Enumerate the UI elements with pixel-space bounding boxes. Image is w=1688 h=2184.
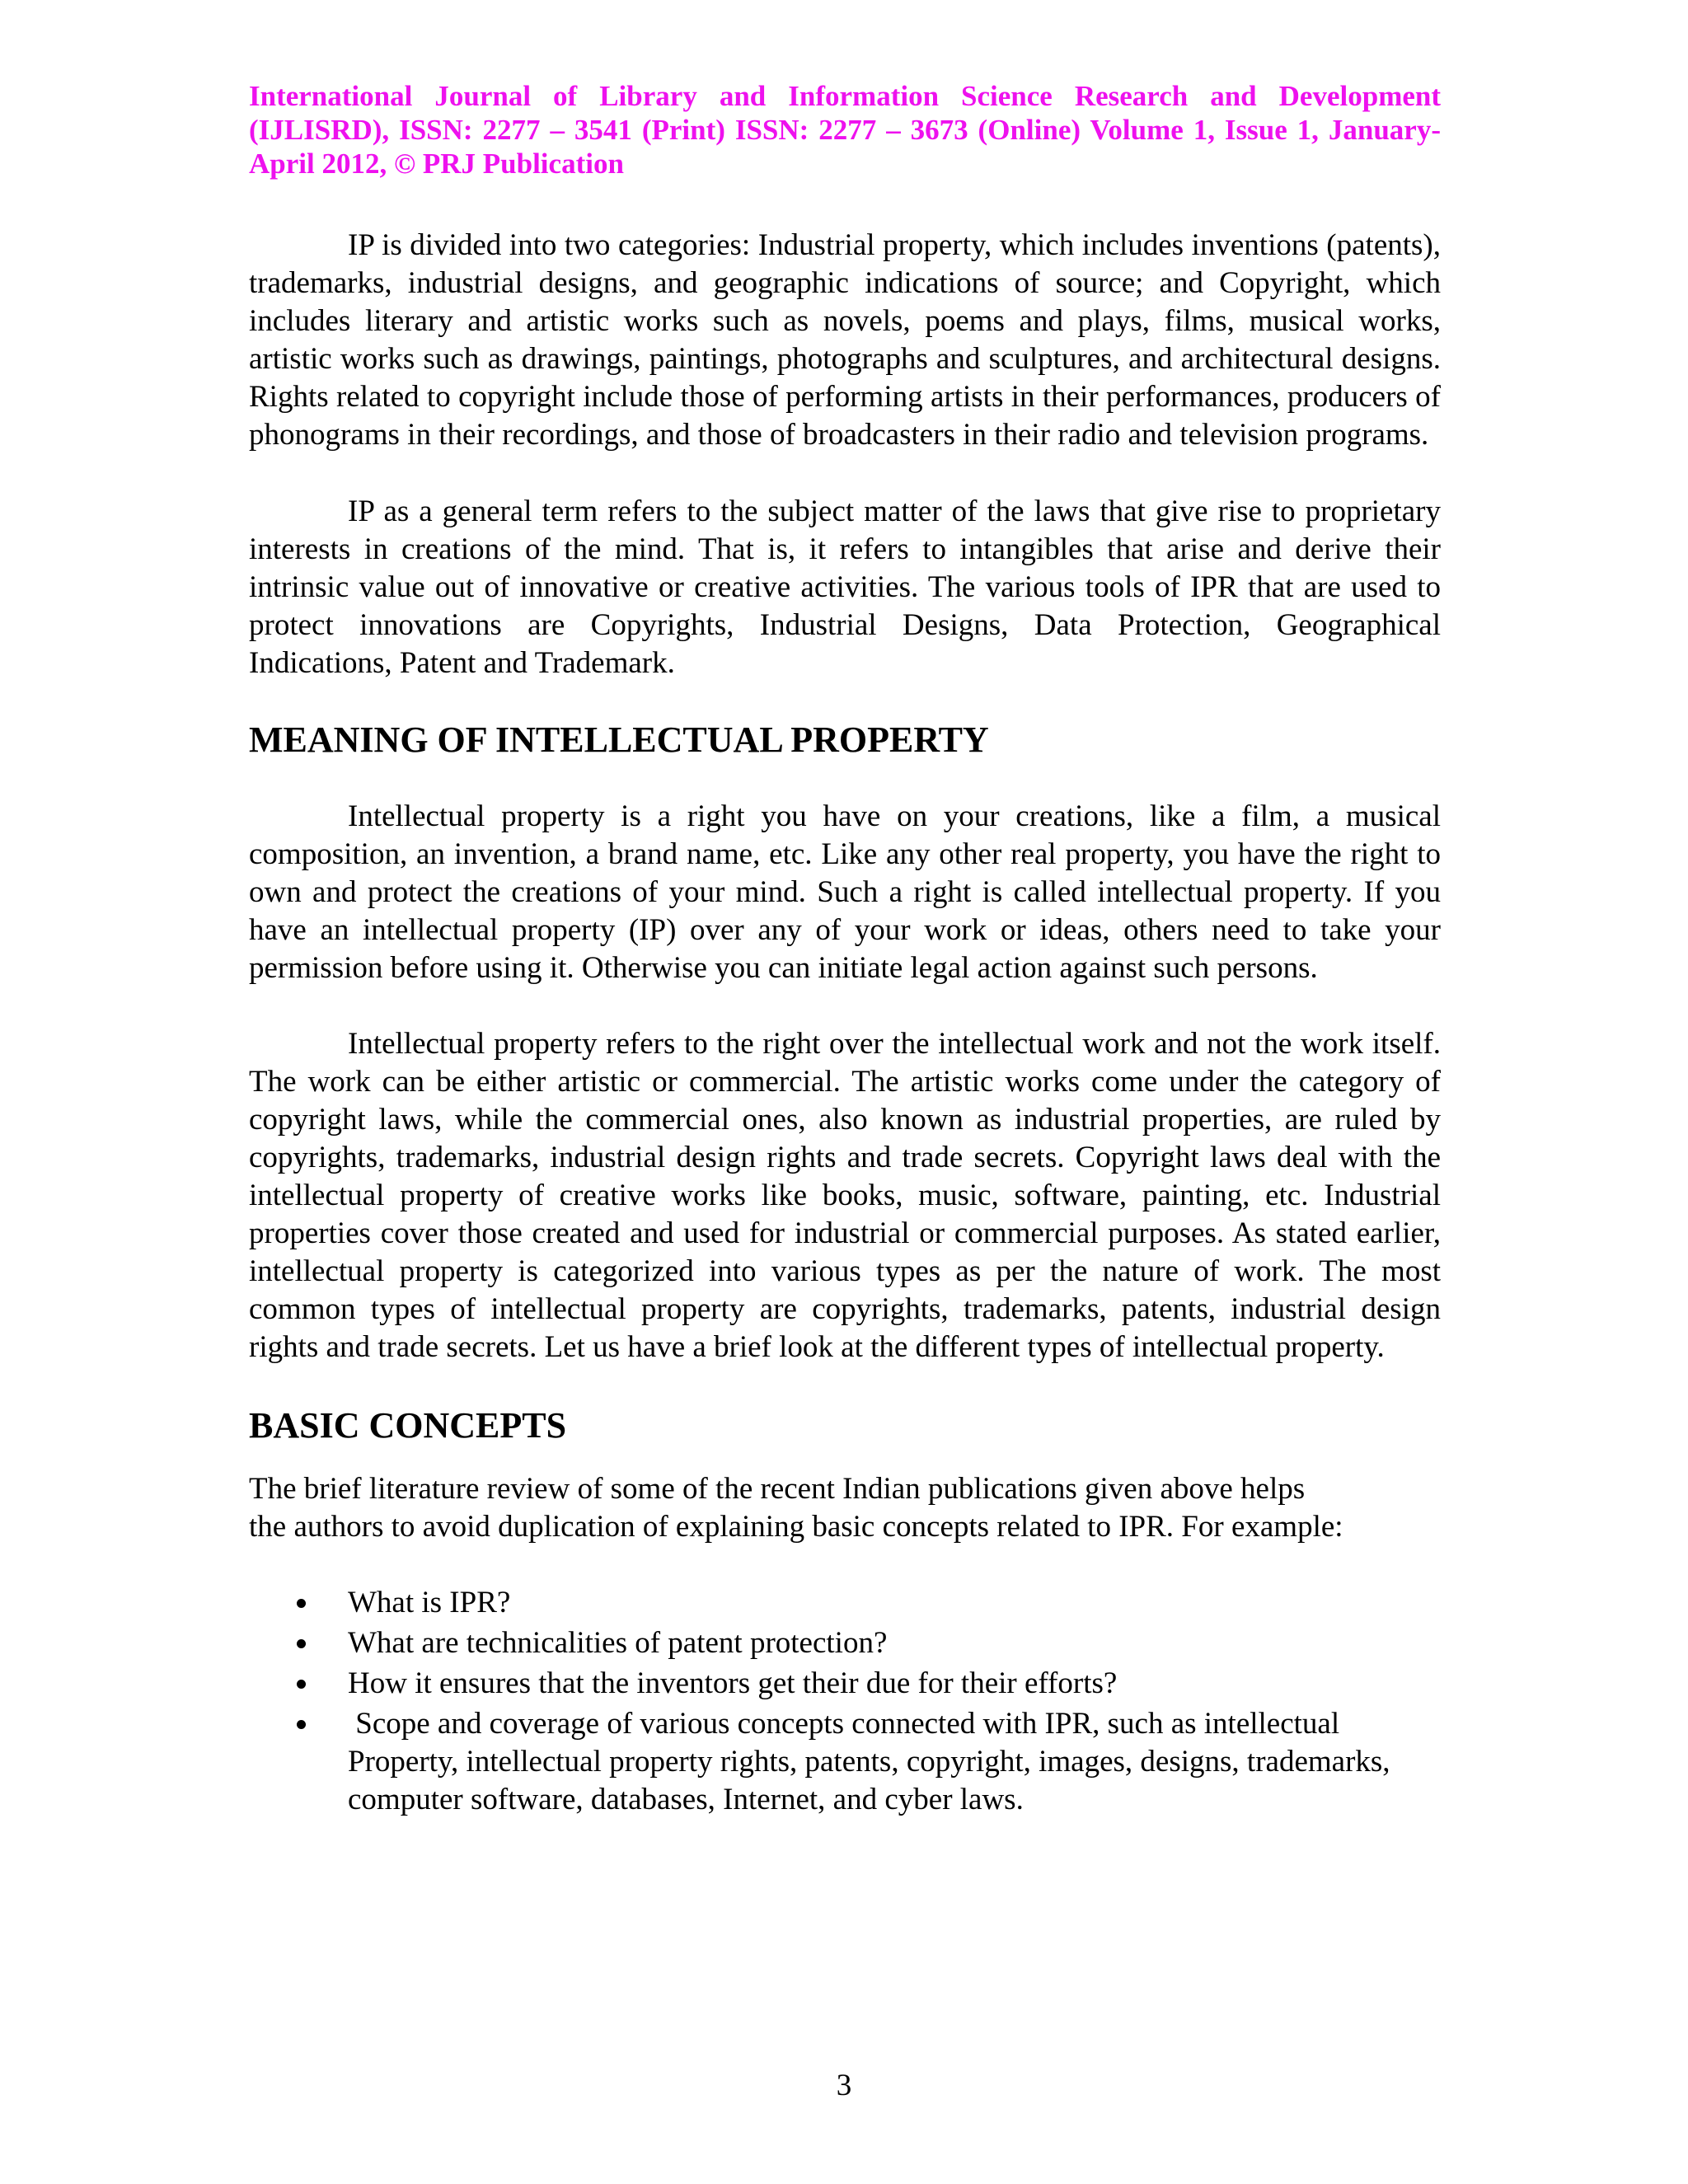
list-item-text: How it ensures that the inventors get their due for their efforts? xyxy=(348,1666,1118,1700)
list-item-text: What is IPR? xyxy=(348,1586,511,1619)
list-item xyxy=(249,1665,1441,1703)
list-item-text: Scope and coverage of various concepts connected with IPR, such as intellectual Property, intellectual property rights, patents, copyright, images, designs, trademarks, computer software, databases, Internet, and cyber laws. xyxy=(348,1707,1398,1816)
bullet-icon xyxy=(297,1639,306,1648)
bullet-icon xyxy=(297,1680,306,1689)
literature-review-line-1: The brief literature review of some of the recent Indian publications given above helps xyxy=(249,1472,1306,1506)
heading-meaning-of-intellectual-property: MEANING OF INTELLECTUAL PROPERTY xyxy=(249,719,989,760)
list-item xyxy=(249,1705,1441,1819)
paragraph-intellectual-work: Intellectual property refers to the right over the intellectual work and not the work itself. The work can be either artistic or commercial. The artistic works come under the category of copyright laws, while the commercial ones, also known as industrial properties, are ruled by copyrights, trademarks, industrial design rights and trade secrets. Copyright laws deal with the intellectual property of creative works like books, music, software, painting, etc. Industrial properties cover those created and used for industrial or commercial purposes. As stated earlier, intellectual property is categorized into various types as per the nature of work. The most common types of intellectual property are copyrights, trademarks, patents, industrial design rights and trade secrets. Let us have a brief look at the different types of intellectual property. xyxy=(249,1027,1441,1364)
list-item xyxy=(249,1624,1441,1662)
paragraph-ip-general-term: IP as a general term refers to the subject matter of the laws that give rise to proprietary interests in creations of the mind. That is, it refers to intangibles that arise and derive their intrinsic value out of innovative or creative activities. The various tools of IPR that are used to protect innovations are Copyrights, Industrial Designs, Data Protection, Geographical Indications, Patent and Trademark. xyxy=(249,494,1441,680)
bullet-icon xyxy=(297,1720,306,1729)
page-content xyxy=(249,79,1441,1821)
bullet-icon xyxy=(297,1599,306,1608)
literature-review-line-2: the authors to avoid duplication of explaining basic concepts related to IPR. For example: xyxy=(249,1510,1343,1544)
heading-basic-concepts: BASIC CONCEPTS xyxy=(249,1405,567,1446)
list-item-text: What are technicalities of patent protection? xyxy=(348,1626,888,1660)
list-item xyxy=(249,1584,1441,1622)
page-number: 3 xyxy=(836,2069,852,2102)
paragraph-intellectual-property-right: Intellectual property is a right you have on your creations, like a film, a musical composition, an invention, a brand name, etc. Like any other real property, you have the right to own and protect the creations of your mind. Such a right is called intellectual property. If you have an intellectual property (IP) over any of your work or ideas, others need to take your permission before using it. Otherwise you can initiate legal action against such persons. xyxy=(249,799,1441,985)
basic-concepts-list xyxy=(249,1584,1441,1819)
paragraph-literature-review xyxy=(249,1470,1441,1546)
journal-header: International Journal of Library and Information Science Research and Development (IJLISRD), ISSN: 2277 – 3541 (Print) ISSN: 2277 – 3673 (Online) Volume 1, Issue 1, January- April 2012, © PRJ Publication xyxy=(249,80,1441,180)
paragraph-ip-categories: IP is divided into two categories: Industrial property, which includes inventions (patents), trademarks, industrial designs, and geographic indications of source; and Copyright, which includes literary and artistic works such as novels, poems and plays, films, musical works, artistic works such as drawings, paintings, photographs and sculptures, and architectural designs. Rights related to copyright include those of performing artists in their performances, producers of phonograms in their recordings, and those of broadcasters in their radio and television programs. xyxy=(249,228,1441,452)
